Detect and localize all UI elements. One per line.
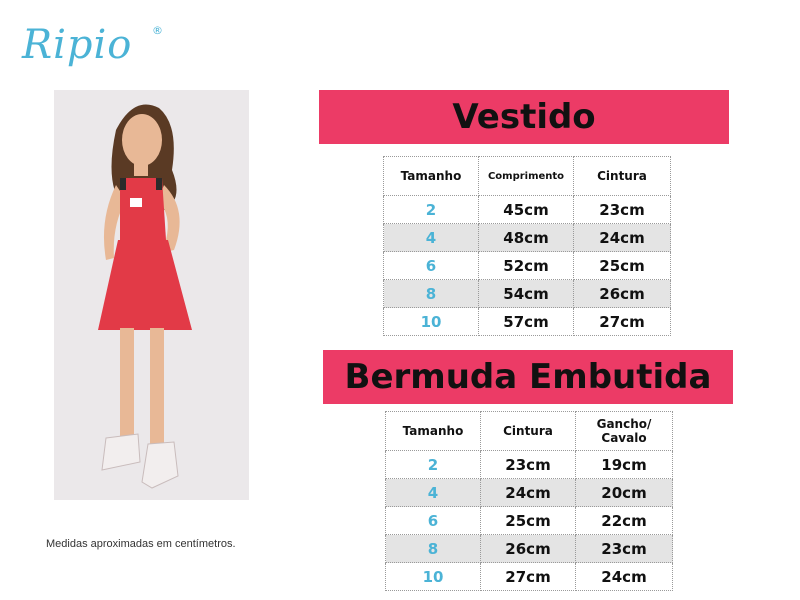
waist-cell: 25cm bbox=[481, 507, 576, 535]
rise-cell: 23cm bbox=[576, 535, 673, 563]
rise-cell: 19cm bbox=[576, 451, 673, 479]
model-photo bbox=[54, 90, 249, 500]
header-cintura: Cintura bbox=[481, 412, 576, 451]
size-cell: 2 bbox=[384, 196, 479, 224]
size-cell: 6 bbox=[386, 507, 481, 535]
table-header-row bbox=[386, 412, 673, 451]
rise-cell: 20cm bbox=[576, 479, 673, 507]
header-comprimento: Comprimento bbox=[479, 157, 574, 196]
bermuda-size-table bbox=[385, 411, 673, 591]
size-cell: 8 bbox=[386, 535, 481, 563]
measurement-note: Medidas aproximadas em centímetros. bbox=[46, 538, 236, 550]
waist-cell: 24cm bbox=[481, 479, 576, 507]
waist-cell: 26cm bbox=[574, 280, 671, 308]
size-cell: 2 bbox=[386, 451, 481, 479]
size-cell: 10 bbox=[386, 563, 481, 591]
length-cell: 48cm bbox=[479, 224, 574, 252]
rise-cell: 22cm bbox=[576, 507, 673, 535]
waist-cell: 23cm bbox=[574, 196, 671, 224]
header-cintura: Cintura bbox=[574, 157, 671, 196]
size-cell: 4 bbox=[384, 224, 479, 252]
length-cell: 45cm bbox=[479, 196, 574, 224]
waist-cell: 26cm bbox=[481, 535, 576, 563]
header-tamanho: Tamanho bbox=[386, 412, 481, 451]
table-row bbox=[386, 563, 673, 591]
table-row bbox=[386, 535, 673, 563]
logo-text: Ripio bbox=[22, 22, 133, 68]
size-cell: 8 bbox=[384, 280, 479, 308]
rise-cell: 24cm bbox=[576, 563, 673, 591]
table-row bbox=[384, 196, 671, 224]
waist-cell: 27cm bbox=[574, 308, 671, 336]
registered-mark: ® bbox=[152, 24, 163, 37]
girl-in-red-dress-illustration bbox=[54, 90, 249, 500]
table-row bbox=[386, 479, 673, 507]
table-header-row bbox=[384, 157, 671, 196]
ripio-logo bbox=[22, 20, 163, 70]
waist-cell: 25cm bbox=[574, 252, 671, 280]
waist-cell: 24cm bbox=[574, 224, 671, 252]
header-tamanho: Tamanho bbox=[384, 157, 479, 196]
table-row bbox=[386, 507, 673, 535]
waist-cell: 23cm bbox=[481, 451, 576, 479]
vestido-title-banner: Vestido bbox=[319, 90, 729, 144]
table-row bbox=[384, 280, 671, 308]
size-cell: 6 bbox=[384, 252, 479, 280]
table-row bbox=[384, 308, 671, 336]
length-cell: 52cm bbox=[479, 252, 574, 280]
length-cell: 57cm bbox=[479, 308, 574, 336]
waist-cell: 27cm bbox=[481, 563, 576, 591]
table-row bbox=[386, 451, 673, 479]
bermuda-title-banner: Bermuda Embutida bbox=[323, 350, 733, 404]
size-cell: 4 bbox=[386, 479, 481, 507]
table-row bbox=[384, 224, 671, 252]
size-cell: 10 bbox=[384, 308, 479, 336]
header-gancho-cavalo: Gancho/ Cavalo bbox=[576, 412, 673, 451]
vestido-size-table bbox=[383, 156, 671, 336]
table-row bbox=[384, 252, 671, 280]
length-cell: 54cm bbox=[479, 280, 574, 308]
